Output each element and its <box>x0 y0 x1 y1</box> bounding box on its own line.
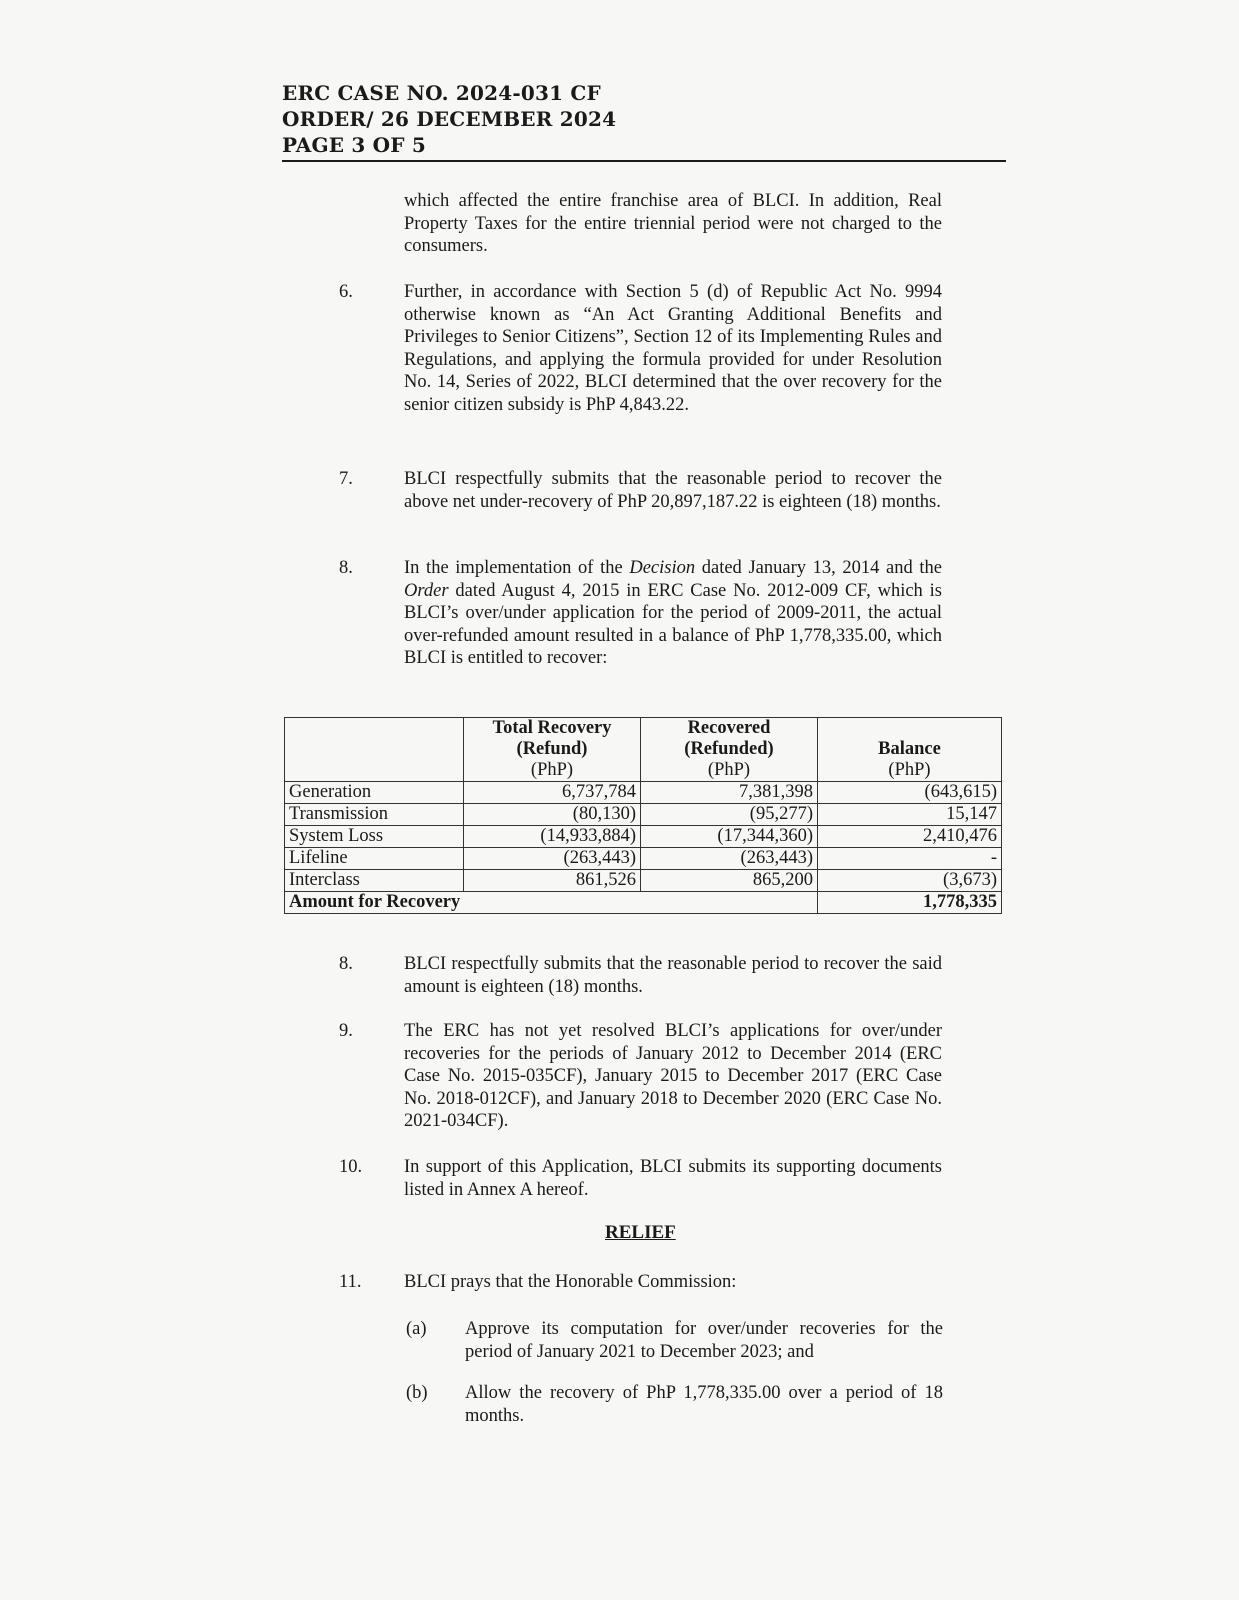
paragraph-8a <box>404 557 942 670</box>
header-cell: Balance (PhP) <box>818 718 1002 782</box>
total-label: Amount for Recovery <box>285 892 818 914</box>
case-number: ERC CASE NO. 2024-031 CF <box>282 81 601 105</box>
table-cell: 865,200 <box>641 870 818 892</box>
row-label: System Loss <box>285 826 464 848</box>
continuation-paragraph: which affected the entire franchise area of BLCI. In addition, Real Property Taxes for the entire triennial period were not charged to the consumers. <box>404 191 942 256</box>
header-cell <box>285 718 464 782</box>
table-row <box>285 848 1002 870</box>
text-run: In the implementation of the <box>404 558 630 578</box>
total-value: 1,778,335 <box>818 892 1002 914</box>
paragraph-number: 6. <box>339 282 353 302</box>
table-cell: (80,130) <box>464 804 641 826</box>
text-run: dated August 4, 2015 in ERC Case No. 2012-009 CF, which is BLCI’s over/under application for the period of 2009-2011, the actual over-refunded amount resulted in a balance of PhP 1,778,335.00, which BLCI is entitled to recover: <box>404 580 942 668</box>
table-cell: 6,737,784 <box>464 782 641 804</box>
paragraph-number: 9. <box>339 1021 353 1041</box>
order-date: ORDER/ 26 DECEMBER 2024 <box>282 107 617 131</box>
row-label: Generation <box>285 782 464 804</box>
paragraph-9: The ERC has not yet resolved BLCI’s applications for over/under recoveries for the periods of January 2012 to December 2014 (ERC Case No. 2015-035CF), January 2015 to December 2017 (ERC Case No. 2018-012CF), and January 2018 to December 2020 (ERC Case No. 2021-034CF). <box>404 1021 942 1131</box>
prayer-label: (b) <box>406 1383 428 1403</box>
table-cell: (14,933,884) <box>464 826 641 848</box>
table-cell: (643,615) <box>818 782 1002 804</box>
row-label: Transmission <box>285 804 464 826</box>
table-cell: (263,443) <box>641 848 818 870</box>
table-row <box>285 782 1002 804</box>
relief-heading: RELIEF <box>605 1222 676 1243</box>
page-number: PAGE 3 OF 5 <box>282 133 426 157</box>
table-cell: 2,410,476 <box>818 826 1002 848</box>
header-cell: Recovered (Refunded) (PhP) <box>641 718 818 782</box>
table-row <box>285 804 1002 826</box>
table-cell: 7,381,398 <box>641 782 818 804</box>
paragraph-6: Further, in accordance with Section 5 (d) of Republic Act No. 9994 otherwise known as “An Act Granting Additional Benefits and Privileges to Senior Citizens”, Section 12 of its Implementing Rules and Regulations, and applying the formula provided for under Resolution No. 14, Series of 2022, BLCI determined that the over recovery for the senior citizen subsidy is PhP 4,843.22. <box>404 282 942 415</box>
paragraph-number: 8. <box>339 558 353 578</box>
table-row <box>285 870 1002 892</box>
prayer-a: Approve its computation for over/under recoveries for the period of January 2021 to December 2023; and <box>465 1319 943 1362</box>
table-cell: (263,443) <box>464 848 641 870</box>
table-row <box>285 826 1002 848</box>
table-cell: 15,147 <box>818 804 1002 826</box>
paragraph-10: In support of this Application, BLCI submits its supporting documents listed in Annex A hereof. <box>404 1157 942 1200</box>
table-cell: - <box>818 848 1002 870</box>
prayer-b: Allow the recovery of PhP 1,778,335.00 over a period of 18 months. <box>465 1383 943 1426</box>
case-header <box>282 80 1006 162</box>
decision-emphasis: Decision <box>629 558 696 578</box>
text-run: dated January 13, 2014 and the <box>695 558 942 578</box>
row-label: Lifeline <box>285 848 464 870</box>
header-cell: Total Recovery (Refund) (PhP) <box>464 718 641 782</box>
recovery-table <box>284 717 1002 914</box>
table-cell: 861,526 <box>464 870 641 892</box>
table-header-row <box>285 718 1002 782</box>
prayer-label: (a) <box>406 1319 427 1339</box>
paragraph-number: 11. <box>339 1272 362 1292</box>
paragraph-8b: BLCI respectfully submits that the reasonable period to recover the said amount is eighteen (18) months. <box>404 954 942 997</box>
table-cell: (3,673) <box>818 870 1002 892</box>
paragraph-number: 10. <box>339 1157 363 1177</box>
total-row <box>285 892 1002 914</box>
table-cell: (17,344,360) <box>641 826 818 848</box>
order-emphasis: Order <box>404 580 449 601</box>
table-cell: (95,277) <box>641 804 818 826</box>
paragraph-7: BLCI respectfully submits that the reasonable period to recover the above net under-recovery of PhP 20,897,187.22 is eighteen (18) months. <box>404 469 942 512</box>
paragraph-number: 7. <box>339 469 353 489</box>
paragraph-number: 8. <box>339 954 353 974</box>
paragraph-11: BLCI prays that the Honorable Commission: <box>404 1272 737 1292</box>
row-label: Interclass <box>285 870 464 892</box>
